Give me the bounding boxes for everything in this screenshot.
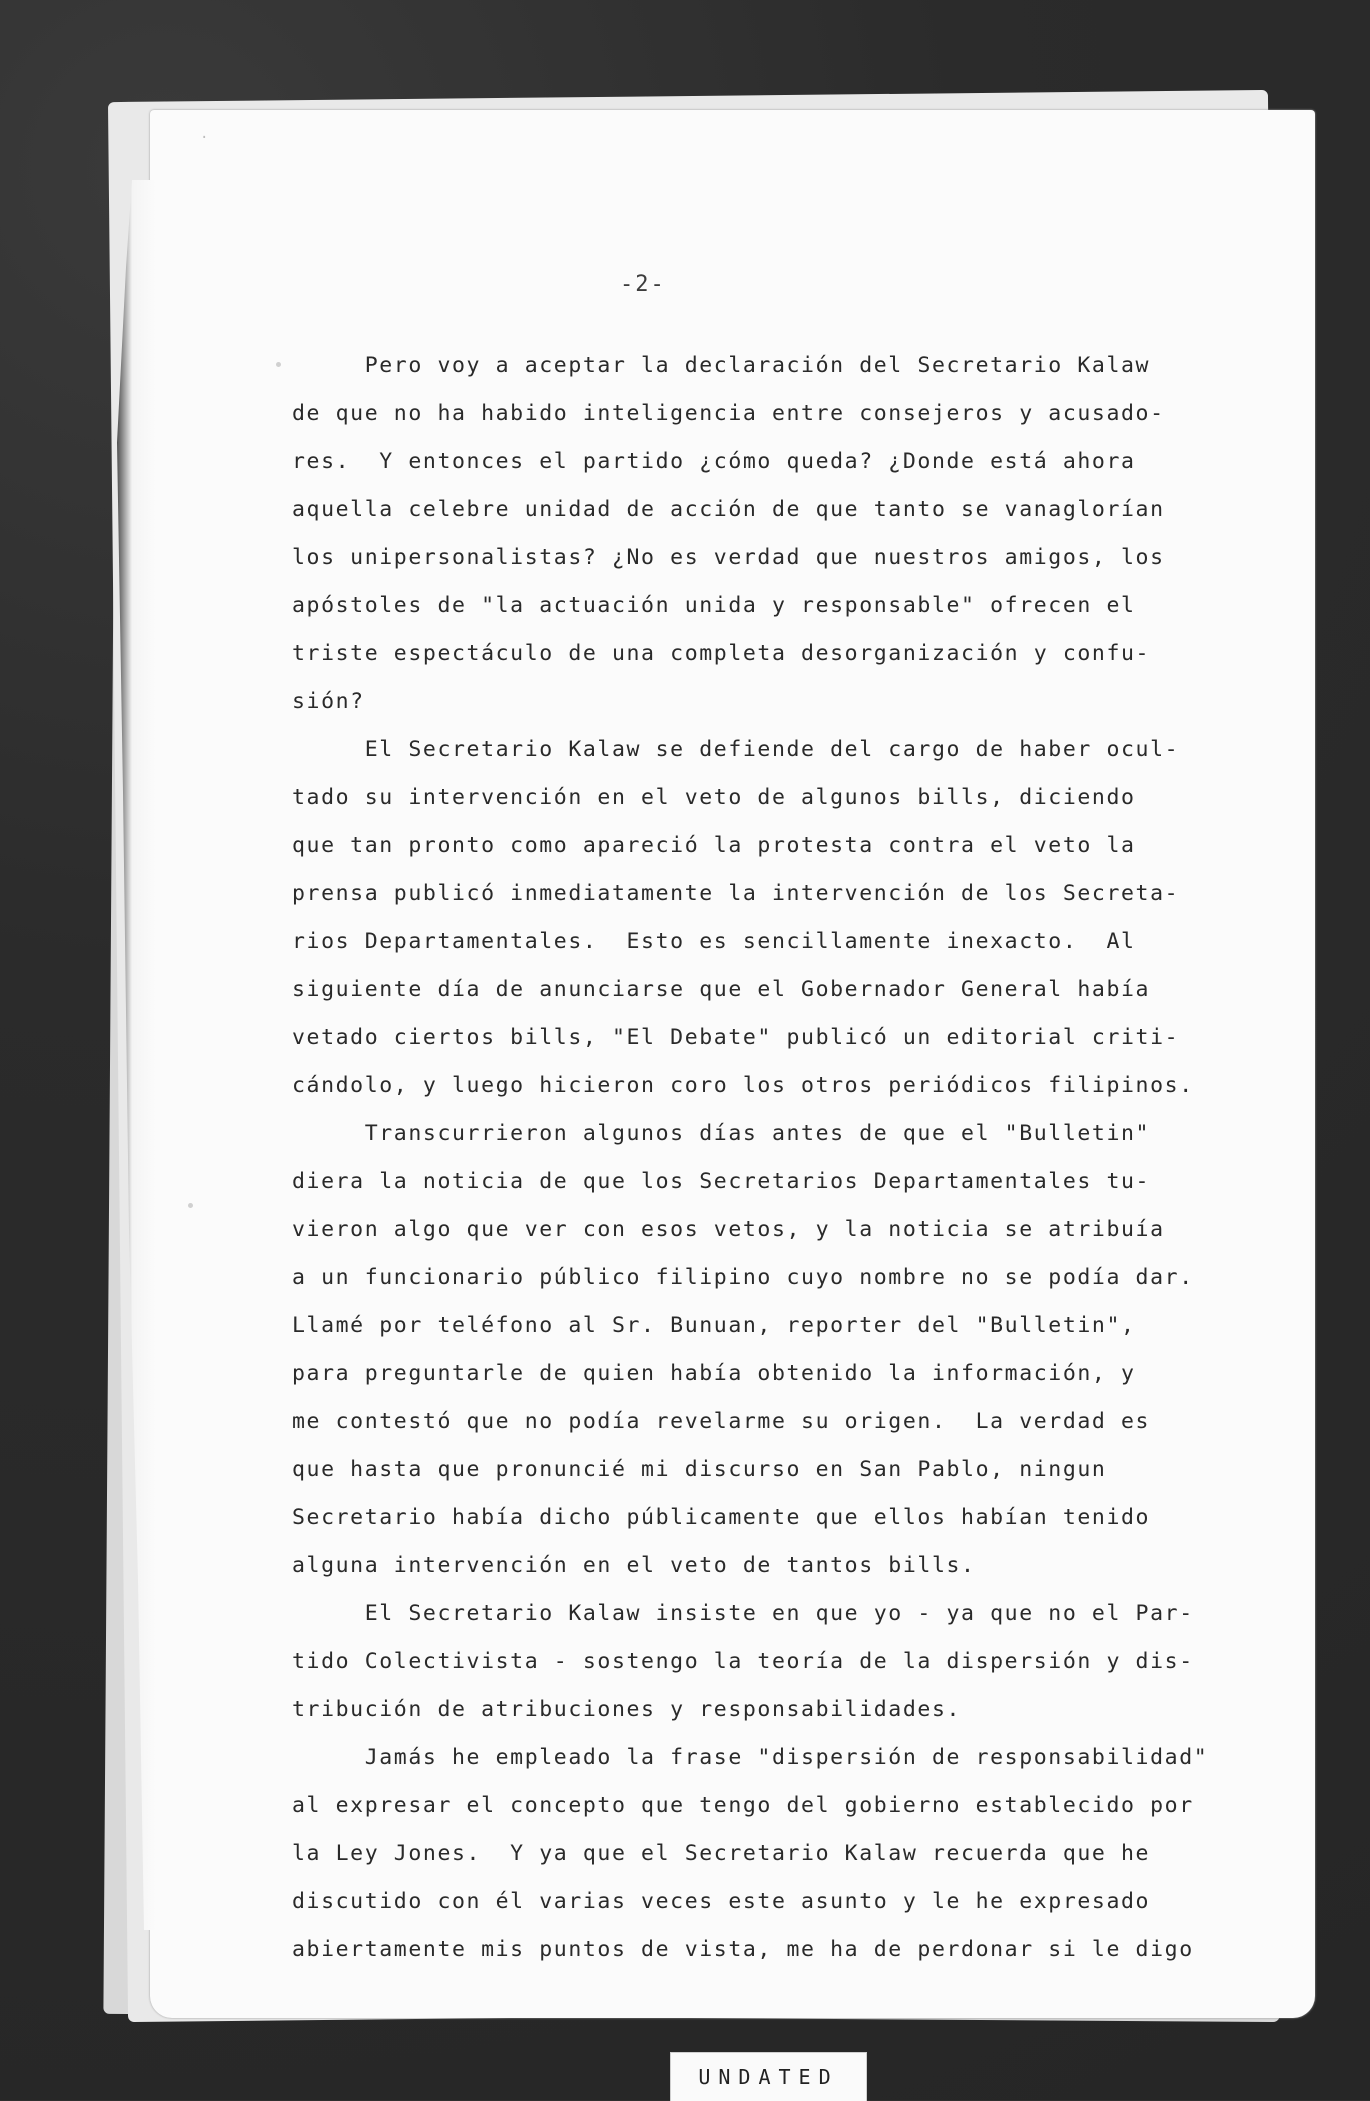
text-line: El Secretario Kalaw insiste en que yo - ya que no el Par-	[292, 1601, 1194, 1626]
text-line: diera la noticia de que los Secretarios Departamentales tu-	[292, 1169, 1151, 1194]
text-line: aquella celebre unidad de acción de que tanto se vanaglorían	[292, 497, 1165, 522]
archive-label: UNDATED	[670, 2052, 867, 2101]
text-line: que hasta que pronuncié mi discurso en San Pablo, ningun	[292, 1457, 1107, 1482]
text-line: sión?	[292, 689, 365, 714]
text-line: triste espectáculo de una completa desorganización y confu-	[292, 641, 1151, 666]
text-line: a un funcionario público filipino cuyo nombre no se podía dar.	[292, 1265, 1194, 1290]
margin-dot	[188, 1203, 193, 1208]
text-line: discutido con él varias veces este asunto y le he expresado	[292, 1889, 1151, 1914]
text-line: rios Departamentales. Esto es sencillamente inexacto. Al	[292, 929, 1136, 954]
page-number: -2-	[620, 272, 666, 297]
text-line: Llamé por teléfono al Sr. Bunuan, reporter del "Bulletin",	[292, 1313, 1136, 1338]
text-line: vetado ciertos bills, "El Debate" publicó un editorial criti-	[292, 1025, 1180, 1050]
text-line: apóstoles de "la actuación unida y responsable" ofrecen el	[292, 593, 1136, 618]
text-line: de que no ha habido inteligencia entre consejeros y acusado-	[292, 401, 1165, 426]
margin-dot	[276, 362, 281, 367]
typed-letter-body	[292, 342, 1209, 1974]
text-line: tado su intervención en el veto de algunos bills, diciendo	[292, 785, 1136, 810]
text-line: Jamás he empleado la frase "dispersión de responsabilidad"	[292, 1745, 1209, 1770]
text-line: Transcurrieron algunos días antes de que el "Bulletin"	[292, 1121, 1151, 1146]
text-line: para preguntarle de quien había obtenido la información, y	[292, 1361, 1136, 1386]
text-line: siguiente día de anunciarse que el Gobernador General había	[292, 977, 1151, 1002]
text-line: la Ley Jones. Y ya que el Secretario Kalaw recuerda que he	[292, 1841, 1151, 1866]
text-line: abiertamente mis puntos de vista, me ha de perdonar si le digo	[292, 1937, 1194, 1962]
scan-speck: ·	[200, 130, 209, 146]
text-line: los unipersonalistas? ¿No es verdad que nuestros amigos, los	[292, 545, 1165, 570]
text-line: alguna intervención en el veto de tantos bills.	[292, 1553, 976, 1578]
text-line: Secretario había dicho públicamente que ellos habían tenido	[292, 1505, 1151, 1530]
text-line: cándolo, y luego hicieron coro los otros periódicos filipinos.	[292, 1073, 1194, 1098]
text-line: prensa publicó inmediatamente la intervención de los Secreta-	[292, 881, 1180, 906]
text-line: tribución de atribuciones y responsabilidades.	[292, 1697, 962, 1722]
text-line: Pero voy a aceptar la declaración del Secretario Kalaw	[292, 353, 1151, 378]
text-line: vieron algo que ver con esos vetos, y la noticia se atribuía	[292, 1217, 1165, 1242]
text-line: al expresar el concepto que tengo del gobierno establecido por	[292, 1793, 1194, 1818]
text-line: tido Colectivista - sostengo la teoría de la dispersión y dis-	[292, 1649, 1194, 1674]
text-line: res. Y entonces el partido ¿cómo queda? ¿Donde está ahora	[292, 449, 1136, 474]
text-line: que tan pronto como apareció la protesta contra el veto la	[292, 833, 1136, 858]
text-line: me contestó que no podía revelarme su origen. La verdad es	[292, 1409, 1151, 1434]
text-line: El Secretario Kalaw se defiende del cargo de haber ocul-	[292, 737, 1180, 762]
